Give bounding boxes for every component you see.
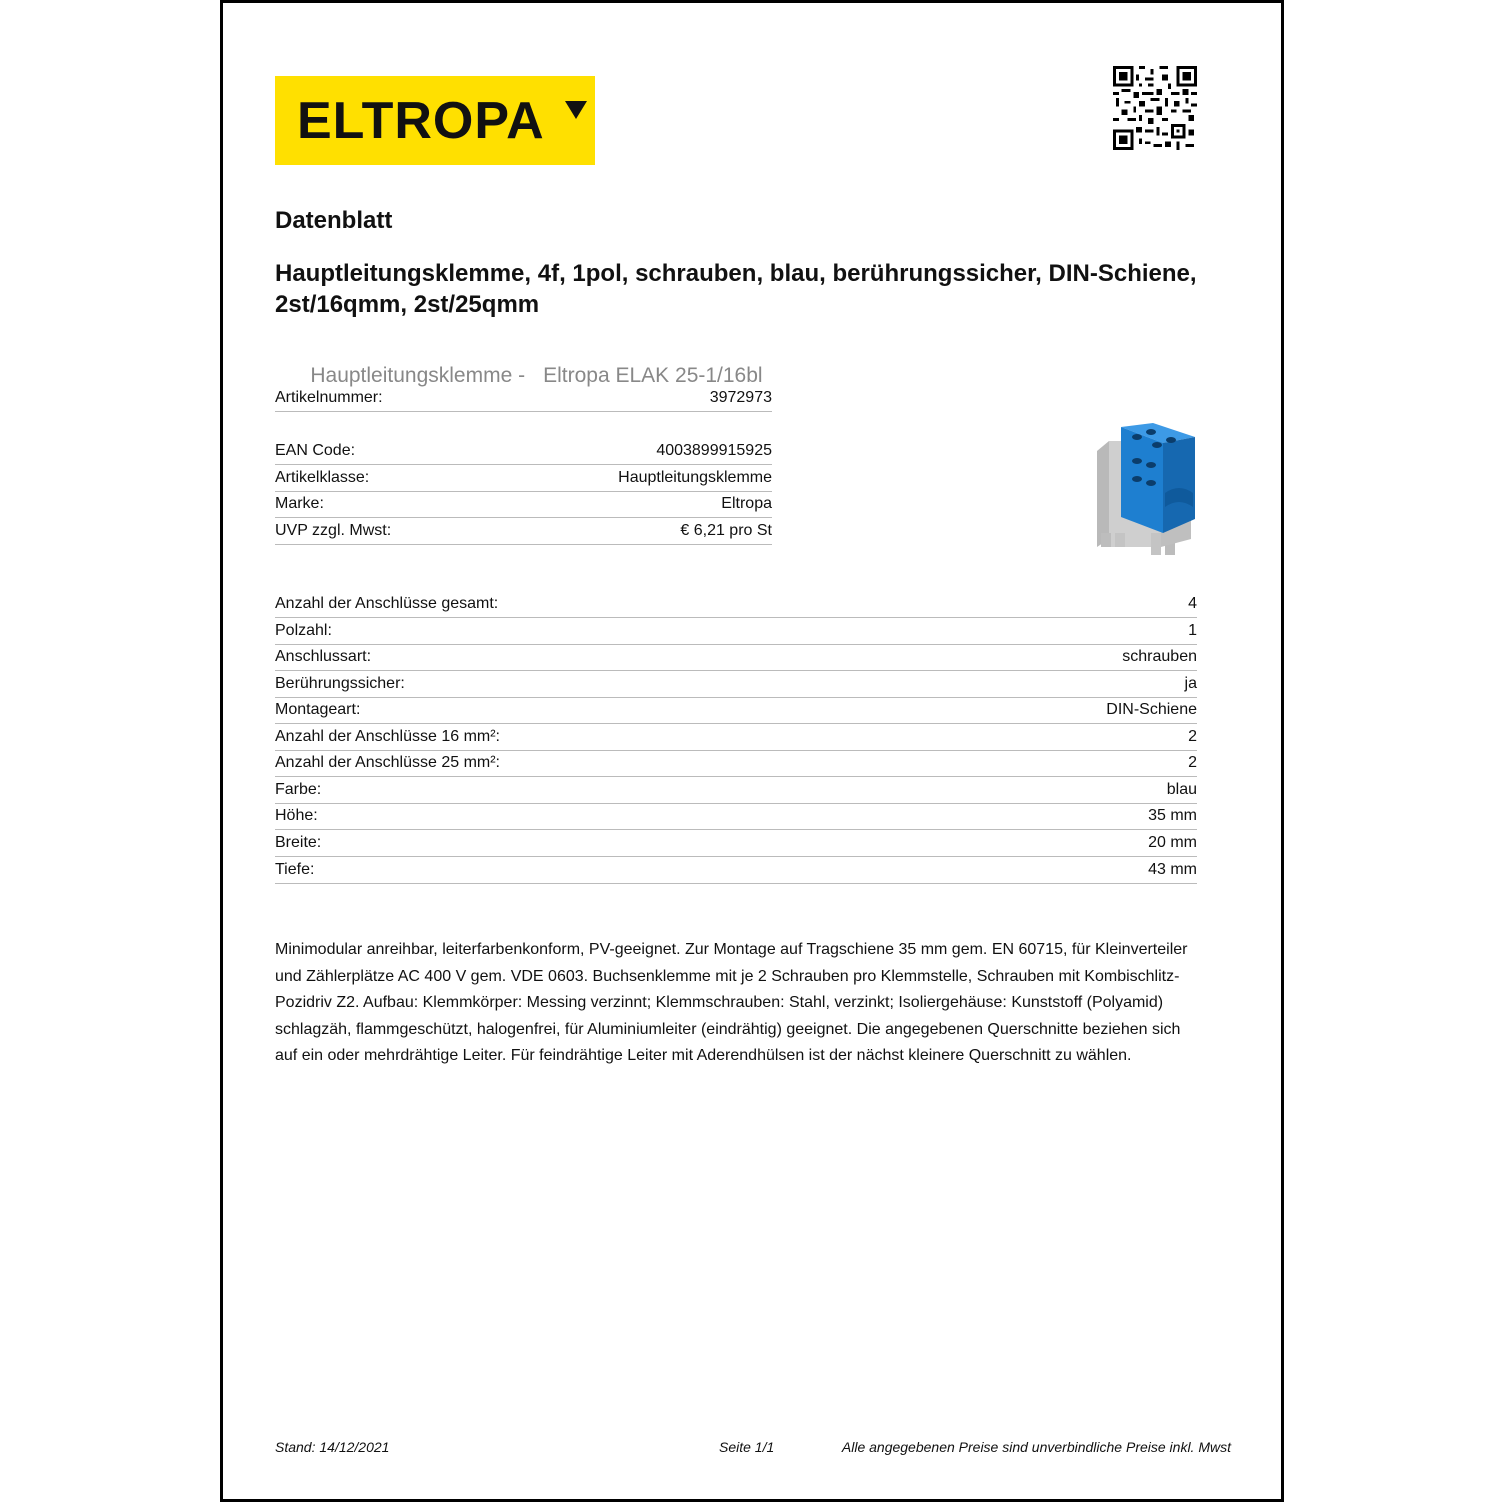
info-row-brand [275, 491, 772, 518]
spec-row [275, 830, 1197, 857]
row-value: 4003899915925 [656, 442, 772, 459]
spec-row [275, 644, 1197, 671]
row-label: UVP zzgl. Mwst: [275, 522, 392, 539]
spec-row [275, 697, 1197, 724]
footer-date: Stand: 14/12/2021 [275, 1439, 390, 1455]
row-label: Artikelnummer: [275, 389, 383, 406]
row-value: 4 [1188, 595, 1197, 612]
info-row-class [275, 465, 772, 492]
row-label: Montageart: [275, 701, 361, 718]
row-value: 43 mm [1148, 861, 1197, 878]
row-value: 20 mm [1148, 834, 1197, 851]
row-value: Hauptleitungsklemme [618, 469, 772, 486]
row-label: Anschlussart: [275, 648, 372, 665]
row-value: 1 [1188, 622, 1197, 639]
row-label: Tiefe: [275, 861, 315, 878]
row-label: Anzahl der Anschlüsse 16 mm²: [275, 728, 500, 745]
info-row-price [275, 518, 772, 545]
page-heading: Datenblatt [275, 207, 393, 234]
row-label: Breite: [275, 834, 322, 851]
row-value: blau [1166, 781, 1197, 798]
row-value: Eltropa [721, 495, 772, 512]
spec-row [275, 803, 1197, 830]
product-title: Hauptleitungsklemme, 4f, 1pol, schrauben, blau, berührungssicher, DIN-Schiene, 2st/16qmm, 2st/25qmm [275, 260, 1197, 318]
row-label: Farbe: [275, 781, 322, 798]
row-label: Polzahl: [275, 622, 332, 639]
row-label: Anzahl der Anschlüsse gesamt: [275, 595, 499, 612]
row-value: ja [1184, 675, 1197, 692]
row-value: 3972973 [709, 389, 772, 406]
article-number-row [275, 385, 772, 412]
subtitle-category: Hauptleitungsklemme - [310, 364, 526, 387]
footer-note: Alle angegebenen Preise sind unverbindliche Preise inkl. Mwst [841, 1439, 1231, 1455]
spec-row [275, 618, 1197, 645]
terminal-block-product-image [1091, 421, 1201, 559]
spec-row [275, 724, 1197, 751]
product-description: Minimodular anreihbar, leiterfarbenkonform, PV-geeignet. Zur Montage auf Tragschiene 35 mm gem. EN 60715, für Kleinverteiler und Zählerplätze AC 400 V gem. VDE 0603. Buchsenklemme mit je 2 Schrauben pro Klemmstelle, Schrauben mit Kombischlitz-Pozidriv Z2. Aufbau: Klemmkörper: Messing verzinnt; Klemmschrauben: Stahl, verzinkt; Isoliergehäuse: Kunststoff (Polyamid) schlagzäh, flammgeschützt, halogenfrei, für Aluminiumleiter (eindrähtig) geeignet. Die angegebenen Querschnitte beziehen sich auf ein oder mehrdrähtige Leiter. Für feindrähtige Leiter mit Aderendhülsen ist der nächst kleinere Querschnitt zu wählen. [275, 941, 1188, 1065]
row-label: Marke: [275, 495, 324, 512]
row-label: Berührungssicher: [275, 675, 405, 692]
row-label: Anzahl der Anschlüsse 25 mm²: [275, 754, 500, 771]
row-label: EAN Code: [275, 442, 356, 459]
row-value: DIN-Schiene [1106, 701, 1197, 718]
eltropa-logo [275, 76, 595, 165]
logo-text: ELTROPA [297, 92, 545, 150]
datasheet-page [220, 0, 1284, 1502]
row-label: Höhe: [275, 807, 318, 824]
spec-row [275, 857, 1197, 884]
row-label: Artikelklasse: [275, 469, 370, 486]
spec-row [275, 671, 1197, 698]
spec-row [275, 777, 1197, 804]
row-value: 2 [1188, 754, 1197, 771]
row-value: € 6,21 pro St [680, 522, 772, 539]
logo-triangle [565, 101, 587, 119]
row-value: 35 mm [1148, 807, 1197, 824]
qr-code-icon [1113, 66, 1197, 150]
row-value: schrauben [1122, 648, 1197, 665]
spec-row [275, 750, 1197, 777]
subtitle-product: Eltropa ELAK 25-1/16bl [543, 364, 763, 387]
row-value: 2 [1188, 728, 1197, 745]
spec-row [275, 591, 1197, 618]
info-row-ean [275, 438, 772, 465]
footer-page: Seite 1/1 [719, 1439, 775, 1455]
